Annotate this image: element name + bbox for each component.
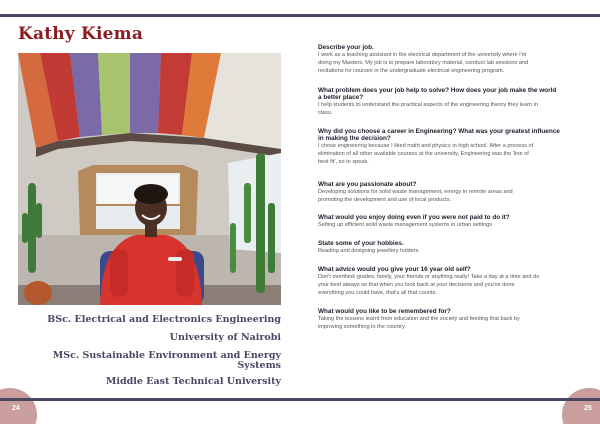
page-number-right: 25 <box>584 405 592 412</box>
degree-bsc: BSc. Electrical and Electronics Engineering <box>47 314 281 325</box>
question: What would you like to be remembered for? <box>318 308 451 315</box>
bottom-rule <box>0 398 600 401</box>
question: What problem does your job help to solve? How does your job make the world a better place? <box>318 87 557 102</box>
question: Describe your job. <box>318 44 374 51</box>
answer: Developing solutions for solid waste management, energy in remote areas and promoting the development and use of local products. <box>318 188 513 203</box>
answer: Taking the lessons learnt from education and the society and feeding that back by improving something in the country. <box>318 315 520 330</box>
answer: Don't overthink grades, family, your friends or anything really! Take a day at a time and do your best always so that when you look back at your decisions and you've done everything you could have, that's all that counts. <box>318 273 540 296</box>
degree-msc: MSc. Sustainable Environment and Energy Systems <box>52 350 281 371</box>
page-marker-right <box>562 388 600 424</box>
qa-why-engineering <box>318 128 583 167</box>
person-name: Kathy Kiema <box>18 24 144 44</box>
question: State some of your hobbies. <box>318 240 404 247</box>
question: What are you passionate about? <box>318 181 417 188</box>
answer: I chose engineering because I liked math and physics in high school. After a process of elimination of all other available courses at the university, Engineering was the 'line of best fit', so to speak. <box>318 143 534 165</box>
qa-advice <box>318 266 583 297</box>
answer: Setting up efficient solid waste management systems in urban settings <box>318 221 493 228</box>
qa-remembered <box>318 308 583 332</box>
answer: I help students to understand the practical aspects of the engineering theory they learn in class. <box>318 102 539 117</box>
page-number-left: 24 <box>12 405 20 412</box>
qa-describe-job <box>318 44 583 75</box>
qa-passionate <box>318 181 583 205</box>
answer: I work as a teaching assistant in the electrical department of the university where I'm doing my Masters. My job is to prepare laboratory material, conduct lab sessions and recitations for courses in the undergraduate electrical engineering program. <box>318 51 529 74</box>
qa-unpaid <box>318 214 583 230</box>
portrait-photo <box>18 53 281 305</box>
university-nairobi: University of Nairobi <box>169 332 281 343</box>
qa-problem-solved <box>318 87 583 118</box>
answer: Reading and designing jewellery holders. <box>318 247 420 254</box>
top-rule <box>0 14 600 17</box>
question: What advice would you give your 16 year old self? <box>318 266 471 273</box>
university-metu: Middle East Technical University <box>105 376 281 387</box>
question: Why did you choose a career in Engineering? What was your greatest influence in making the decision? <box>318 128 560 143</box>
qa-hobbies <box>318 240 583 256</box>
question: What would you enjoy doing even if you were not paid to do it? <box>318 214 510 221</box>
